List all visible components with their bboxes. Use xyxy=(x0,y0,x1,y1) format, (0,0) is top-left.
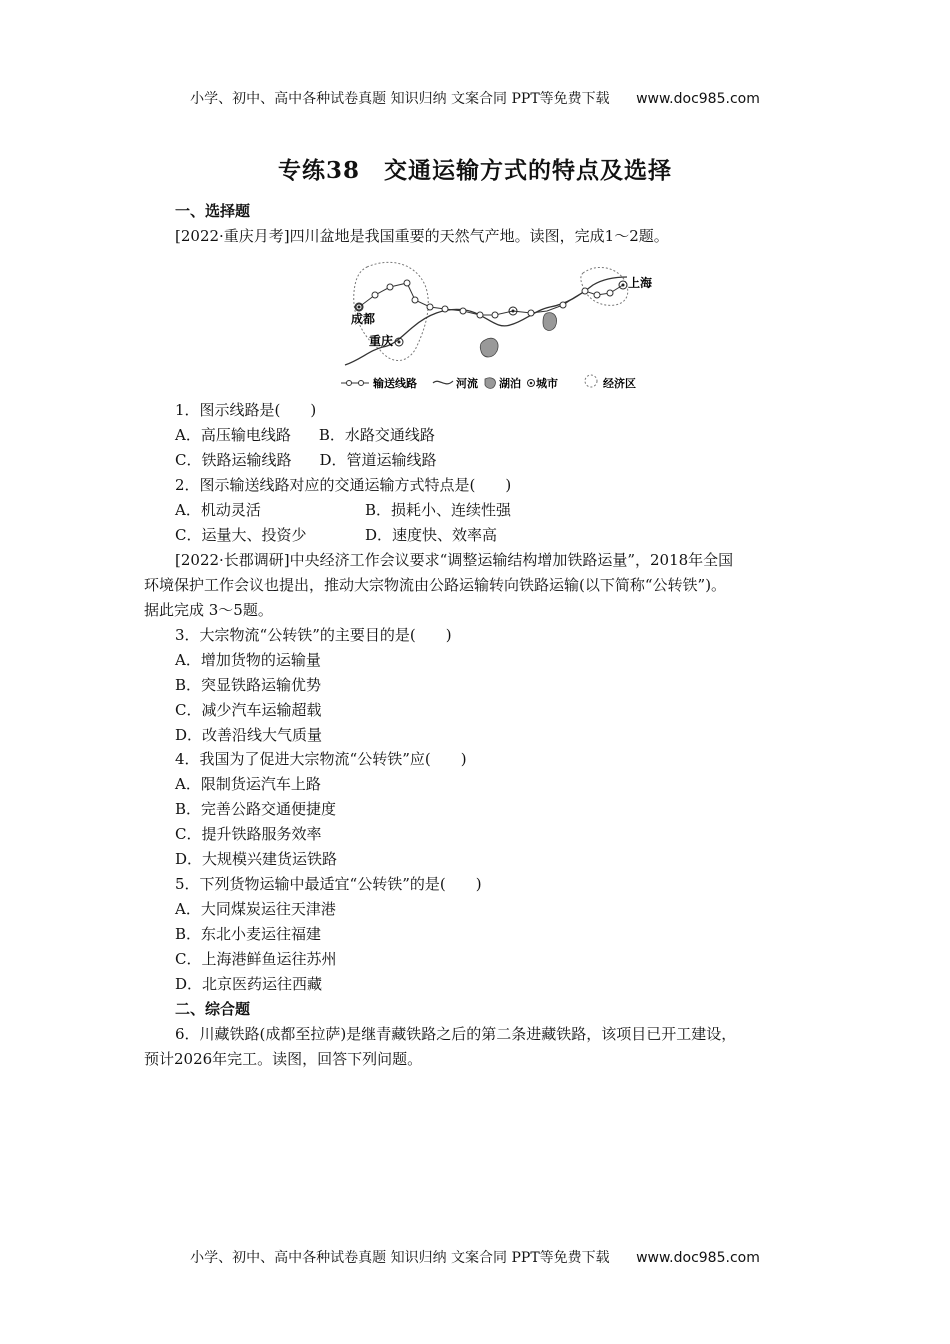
q3-option-b: B．突显铁路运输优势 xyxy=(175,676,322,694)
map-legend xyxy=(341,375,636,390)
q1-option-c: C．铁路运输线路 xyxy=(175,451,292,469)
q5-option-b: B．东北小麦运往福建 xyxy=(175,925,322,943)
label-chengdu: 成都 xyxy=(351,312,376,326)
q3-option-c: C．减少汽车运输超载 xyxy=(175,701,322,719)
q1-options-cd xyxy=(175,450,437,470)
footer-site[interactable]: www.doc985.com xyxy=(636,1250,760,1266)
q4-stem: 4．我国为了促进大宗物流“公转铁”应( ) xyxy=(175,750,467,768)
q6-line2: 预计2026年完工。读图，回答下列问题。 xyxy=(144,1050,423,1068)
q2-option-b: B．损耗小、连续性强 xyxy=(365,501,512,519)
label-shanghai: 上海 xyxy=(628,276,653,290)
legend-line-label: 输送线路 xyxy=(373,377,417,390)
pipeline-map xyxy=(335,255,665,397)
label-chongqing: 重庆 xyxy=(369,334,394,348)
q5-option-c: C．上海港鲜鱼运往苏州 xyxy=(175,950,337,968)
lake-dongting xyxy=(480,338,498,357)
q2-stem: 2．图示输送线路对应的交通运输方式特点是( ) xyxy=(175,476,512,494)
legend-zone-label: 经济区 xyxy=(603,377,636,390)
q1-option-a: A．高压输电线路 xyxy=(175,426,291,444)
legend-lake-label: 湖泊 xyxy=(499,377,521,390)
legend-lake-symbol xyxy=(485,378,495,389)
intro-q1-2: [2022·重庆月考]四川盆地是我国重要的天然气产地。读图，完成1～2题。 xyxy=(175,227,669,245)
q2-option-c: C．运量大、投资少 xyxy=(175,526,307,544)
q2-option-d: D．速度快、效率高 xyxy=(365,526,498,544)
q1-option-d: D．管道运输线路 xyxy=(319,451,437,469)
header-site[interactable]: www.doc985.com xyxy=(636,91,760,107)
header-text: 小学、初中、高中各种试卷真题 知识归纳 文案合同 PPT等免费下载 xyxy=(190,91,610,107)
q3-option-a: A．增加货物的运输量 xyxy=(175,651,321,669)
page-header-top xyxy=(0,88,950,108)
q5-stem: 5．下列货物运输中最适宜“公转铁”的是( ) xyxy=(175,875,482,893)
q6-line1: 6．川藏铁路(成都至拉萨)是继青藏铁路之后的第二条进藏铁路，该项目已开工建设， xyxy=(175,1025,737,1043)
q4-option-c: C．提升铁路服务效率 xyxy=(175,825,322,843)
legend-city-label: 城市 xyxy=(536,377,558,390)
q1-options-ab xyxy=(175,425,435,445)
intro-q3-5-line3: 据此完成 3～5题。 xyxy=(144,601,273,619)
section-heading-choice: 一、选择题 xyxy=(175,202,251,220)
lake-poyang xyxy=(543,313,557,331)
q1-stem: 1．图示线路是( ) xyxy=(175,401,317,419)
q3-option-d: D．改善沿线大气质量 xyxy=(175,726,323,744)
intro-q3-5-line2: 环境保护工作会议也提出，推动大宗物流由公路运输转向铁路运输(以下简称“公转铁”)。 xyxy=(144,576,727,594)
q1-option-b: B．水路交通线路 xyxy=(318,426,435,444)
footer-text: 小学、初中、高中各种试卷真题 知识归纳 文案合同 PPT等免费下载 xyxy=(190,1250,610,1266)
q5-option-a: A．大同煤炭运往天津港 xyxy=(175,900,336,918)
q5-option-d: D．北京医药运往西藏 xyxy=(175,975,323,993)
page-title: 专练38 交通运输方式的特点及选择 xyxy=(277,157,672,184)
q4-option-b: B．完善公路交通便捷度 xyxy=(175,800,337,818)
section-heading-comprehensive: 二、综合题 xyxy=(175,1000,251,1018)
page-footer xyxy=(0,1247,950,1267)
q2-option-a: A．机动灵活 xyxy=(175,501,261,519)
legend-river-symbol xyxy=(433,381,453,384)
intro-q3-5-line1: [2022·长郡调研]中央经济工作会议要求“调整运输结构增加铁路运量”，2018年全国 xyxy=(175,551,734,569)
q4-option-a: A．限制货运汽车上路 xyxy=(175,775,321,793)
legend-river-label: 河流 xyxy=(456,377,478,390)
q4-option-d: D．大规模兴建货运铁路 xyxy=(175,850,338,868)
q3-stem: 3．大宗物流“公转铁”的主要目的是( ) xyxy=(175,626,452,644)
